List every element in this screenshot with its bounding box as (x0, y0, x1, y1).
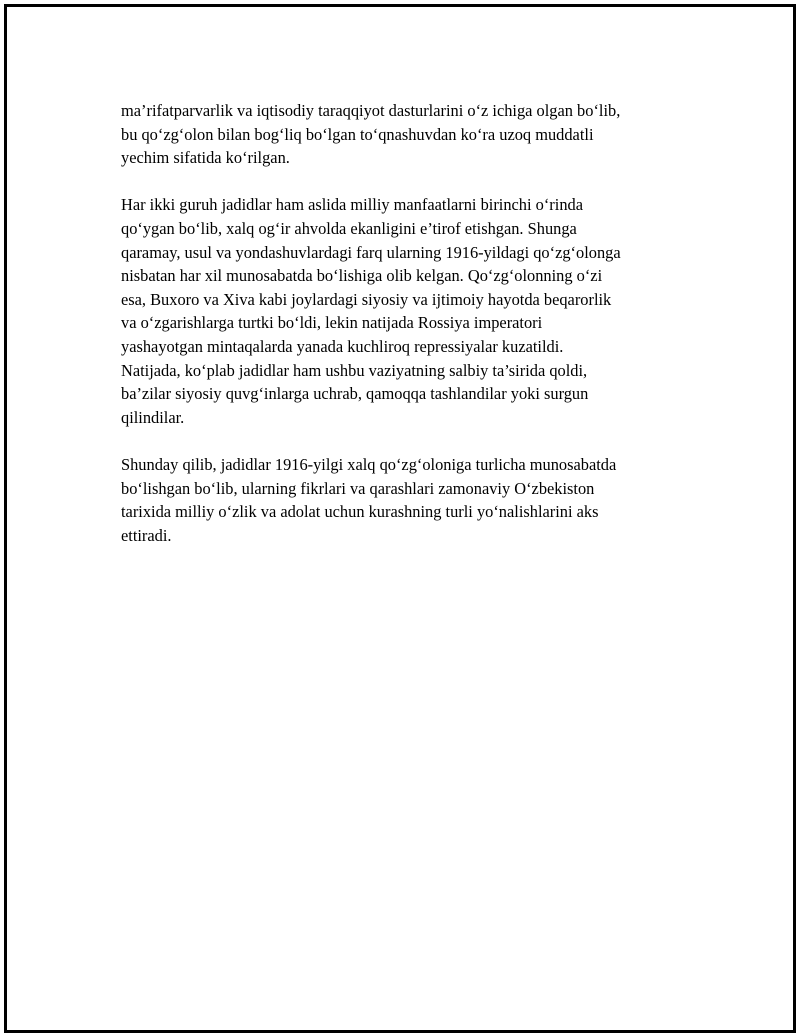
text-line: yechim sifatida ko‘rilgan. (121, 148, 290, 168)
text-line: va o‘zgarishlarga turtki bo‘ldi, lekin natijada Rossiya imperatori (121, 313, 543, 333)
text-line: tarixida milliy o‘zlik va adolat uchun kurashning turli yo‘nalishlarini aks (121, 502, 599, 522)
page-frame (4, 4, 796, 1033)
text-line: qaramay, usul va yondashuvlardagi farq ularning 1916-yildagi qo‘zg‘olonga (121, 242, 621, 262)
text-line: bo‘lishgan bo‘lib, ularning fikrlari va qarashlari zamonaviy O‘zbekiston (121, 478, 595, 498)
text-line: bu qo‘zg‘olon bilan bog‘liq bo‘lgan to‘qnashuvdan ko‘ra uzoq muddatli (121, 124, 594, 144)
paragraph-1 (121, 99, 711, 170)
text-line: Natijada, ko‘plab jadidlar ham ushbu vaziyatning salbiy ta’sirida qoldi, (121, 360, 588, 380)
text-line: Shunday qilib, jadidlar 1916-yilgi xalq qo‘zg‘oloniga turlicha munosabatda (121, 454, 617, 474)
text-line: nisbatan har xil munosabatda bo‘lishiga olib kelgan. Qo‘zg‘olonning o‘zi (121, 266, 603, 286)
text-line: ettiradi. (121, 525, 172, 545)
text-line: Har ikki guruh jadidlar ham aslida milliy manfaatlarni birinchi o‘rinda (121, 195, 583, 215)
text-line: esa, Buxoro va Xiva kabi joylardagi siyosiy va ijtimoiy hayotda beqarorlik (121, 289, 612, 309)
paragraph-2 (121, 193, 711, 429)
text-line: qo‘ygan bo‘lib, xalq og‘ir ahvolda ekanligini e’tirof etishgan. Shunga (121, 218, 577, 238)
text-line: ma’rifatparvarlik va iqtisodiy taraqqiyot dasturlarini o‘z ichiga olgan bo‘lib, (121, 101, 621, 120)
paragraph-3 (121, 453, 711, 547)
text-line: qilindilar. (121, 407, 185, 427)
document-body (121, 99, 711, 547)
text-line: yashayotgan mintaqalarda yanada kuchliroq repressiyalar kuzatildi. (121, 336, 564, 356)
text-line: ba’zilar siyosiy quvg‘inlarga uchrab, qamoqqa tashlandilar yoki surgun (121, 384, 589, 404)
